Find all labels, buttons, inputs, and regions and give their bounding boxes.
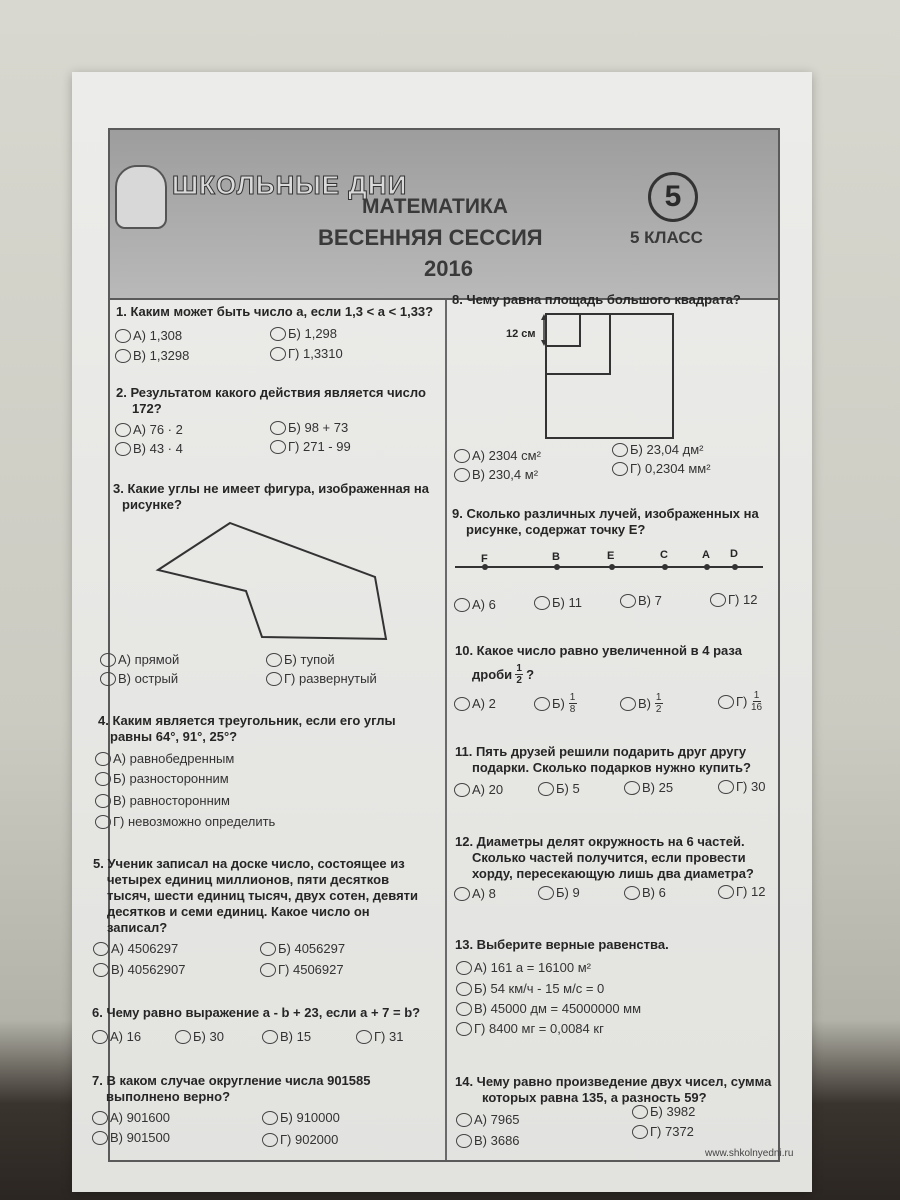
- q2-text-line1: 2. Результатом какого действия является число: [116, 385, 426, 400]
- q14-option-b[interactable]: Б) 3982: [632, 1104, 695, 1119]
- q12-option-b[interactable]: Б) 9: [538, 885, 580, 900]
- q4-option-c[interactable]: В) равносторонним: [95, 793, 230, 808]
- q7-text-line2: выполнено верно?: [106, 1089, 231, 1104]
- q6-option-c[interactable]: В) 15: [262, 1029, 311, 1044]
- q5-option-b[interactable]: Б) 4056297: [260, 941, 345, 956]
- session-title: ВЕСЕННЯЯ СЕССИЯ: [318, 225, 543, 250]
- logo-text: ШКОЛЬНЫЕ ДНИ: [172, 170, 408, 200]
- q11-option-c[interactable]: В) 25: [624, 780, 673, 795]
- q13-option-c[interactable]: В) 45000 дм = 45000000 мм: [456, 1001, 641, 1016]
- q3-option-c[interactable]: В) острый: [100, 671, 178, 686]
- q5-option-d[interactable]: Г) 4506927: [260, 962, 344, 977]
- q3-figure: [150, 515, 390, 645]
- q1-text: 1. Каким может быть число а, если 1,3 < a < 1,33?: [116, 304, 434, 319]
- footer-website: www.shkolnyedni.ru: [705, 1148, 794, 1159]
- q14-text-line1: 14. Чему равно произведение двух чисел, сумма: [455, 1074, 772, 1089]
- q6-option-a[interactable]: А) 16: [92, 1029, 141, 1044]
- q4-text-line1: 4. Каким является треугольник, если его углы: [98, 713, 396, 728]
- q12-text-line3: хорду, пересекающую лишь два диаметра?: [472, 866, 754, 881]
- q6-option-d[interactable]: Г) 31: [356, 1029, 403, 1044]
- q4-text-line2: равны 64°, 91°, 25°?: [110, 729, 238, 744]
- q11-option-b[interactable]: Б) 5: [538, 781, 580, 796]
- q5-text-line2: четырех единиц миллионов, пяти десятков: [107, 872, 390, 887]
- q8-text: 8. Чему равна площадь большого квадрата?: [452, 292, 741, 307]
- q8-option-b[interactable]: Б) 23,04 дм²: [612, 442, 703, 457]
- q9-option-d[interactable]: Г) 12: [710, 592, 757, 607]
- q13-option-b[interactable]: Б) 54 км/ч - 15 м/с = 0: [456, 981, 604, 996]
- q9-point-f: F: [481, 553, 488, 565]
- grade-label: 5 КЛАСС: [630, 228, 703, 247]
- q7-text-line1: 7. В каком случае округление числа 901585: [92, 1073, 371, 1088]
- q4-option-a[interactable]: А) равнобедренным: [95, 751, 234, 766]
- q7-option-a[interactable]: А) 901600: [92, 1110, 170, 1125]
- q10-option-d[interactable]: Г) $\frac{1}{16}$: [718, 690, 762, 713]
- q9-text-line1: 9. Сколько различных лучей, изображенных на: [452, 506, 759, 521]
- q9-point-c: C: [660, 549, 668, 561]
- grade-number-badge: 5: [648, 172, 698, 222]
- q11-text-line1: 11. Пять друзей решили подарить друг другу: [455, 744, 747, 759]
- q10-option-a[interactable]: А) 2: [454, 696, 496, 711]
- q13-text: 13. Выберите верные равенства.: [455, 937, 669, 952]
- q13-option-a[interactable]: А) 161 а = 16100 м²: [456, 960, 591, 975]
- q9-point-b: B: [552, 551, 560, 563]
- q11-option-a[interactable]: А) 20: [454, 782, 503, 797]
- subject-title: МАТЕМАТИКА: [362, 195, 508, 218]
- q12-option-a[interactable]: А) 8: [454, 886, 496, 901]
- q8-size-label: 12 см: [506, 328, 536, 340]
- q2-option-b[interactable]: Б) 98 + 73: [270, 420, 348, 435]
- q9-option-b[interactable]: Б) 11: [534, 595, 582, 610]
- q5-option-a[interactable]: А) 4506297: [93, 941, 178, 956]
- q9-point-d: D: [730, 548, 738, 560]
- q3-text-line1: 3. Какие углы не имеет фигура, изображенная на: [113, 481, 429, 496]
- q14-text-line2: которых равна 135, а разность 59?: [482, 1090, 707, 1105]
- q9-text-line2: рисунке, содержат точку Е?: [466, 522, 646, 537]
- q5-text-line5: записал?: [107, 920, 168, 935]
- q1-option-b[interactable]: Б) 1,298: [270, 326, 337, 341]
- q1-option-c[interactable]: В) 1,3298: [115, 348, 189, 363]
- q4-option-d[interactable]: Г) невозможно определить: [95, 814, 275, 829]
- q10-option-b[interactable]: Б) $\frac{1}{8}$: [534, 692, 577, 715]
- year-title: 2016: [424, 256, 473, 281]
- q8-option-c[interactable]: В) 230,4 м²: [454, 467, 538, 482]
- q6-option-b[interactable]: Б) 30: [175, 1029, 224, 1044]
- q7-option-b[interactable]: Б) 910000: [262, 1110, 340, 1125]
- q13-option-d[interactable]: Г) 8400 мг = 0,0084 кг: [456, 1021, 604, 1036]
- q14-option-c[interactable]: В) 3686: [456, 1133, 520, 1148]
- q10-option-c[interactable]: В) $\frac{1}{2}$: [620, 692, 663, 715]
- q7-option-c[interactable]: В) 901500: [92, 1130, 170, 1145]
- q2-option-a[interactable]: А) 76 · 2: [115, 422, 183, 437]
- q3-option-d[interactable]: Г) развернутый: [266, 671, 377, 686]
- q1-option-d[interactable]: Г) 1,3310: [270, 346, 343, 361]
- q2-option-d[interactable]: Г) 271 - 99: [270, 439, 351, 454]
- q12-text-line2: Сколько частей получится, если провести: [472, 850, 746, 865]
- q2-text-line2: 172?: [132, 401, 162, 416]
- q12-option-c[interactable]: В) 6: [624, 885, 666, 900]
- q5-text-line3: тысяч, шести единиц тысяч, двух сотен, девяти: [107, 888, 419, 903]
- owl-logo-icon: [115, 165, 167, 229]
- q11-option-d[interactable]: Г) 30: [718, 779, 765, 794]
- q14-option-d[interactable]: Г) 7372: [632, 1124, 694, 1139]
- q5-text-line1: 5. Ученик записал на доске число, состоящее из: [93, 856, 405, 871]
- column-divider: [445, 298, 447, 1160]
- q1-option-a[interactable]: А) 1,308: [115, 328, 182, 343]
- q3-option-a[interactable]: А) прямой: [100, 652, 179, 667]
- q10-text-line1: 10. Какое число равно увеличенной в 4 раза: [455, 643, 742, 658]
- q9-option-a[interactable]: А) 6: [454, 597, 496, 612]
- q9-point-e: E: [607, 550, 615, 562]
- q11-text-line2: подарки. Сколько подарков нужно купить?: [472, 760, 751, 775]
- q10-text-line2: дроби $\frac{1}{2}$ ?: [472, 663, 535, 686]
- q5-text-line4: десятков и семи единиц. Какое число он: [107, 904, 370, 919]
- q8-option-d[interactable]: Г) 0,2304 мм²: [612, 461, 711, 476]
- q3-text-line2: рисунке?: [122, 497, 182, 512]
- q2-option-c[interactable]: В) 43 · 4: [115, 441, 183, 456]
- q12-text-line1: 12. Диаметры делят окружность на 6 частей.: [455, 834, 745, 849]
- q9-option-c[interactable]: В) 7: [620, 593, 662, 608]
- q4-option-b[interactable]: Б) разносторонним: [95, 771, 229, 786]
- q12-option-d[interactable]: Г) 12: [718, 884, 765, 899]
- q5-option-c[interactable]: В) 40562907: [93, 962, 185, 977]
- q14-option-a[interactable]: А) 7965: [456, 1112, 520, 1127]
- q3-option-b[interactable]: Б) тупой: [266, 652, 335, 667]
- q6-text: 6. Чему равно выражение a - b + 23, если a + 7 = b?: [92, 1005, 421, 1020]
- q9-point-a: A: [702, 549, 710, 561]
- q7-option-d[interactable]: Г) 902000: [262, 1132, 338, 1147]
- q10-fraction: $\frac{1}{2}$: [516, 663, 522, 686]
- q8-option-a[interactable]: А) 2304 см²: [454, 448, 541, 463]
